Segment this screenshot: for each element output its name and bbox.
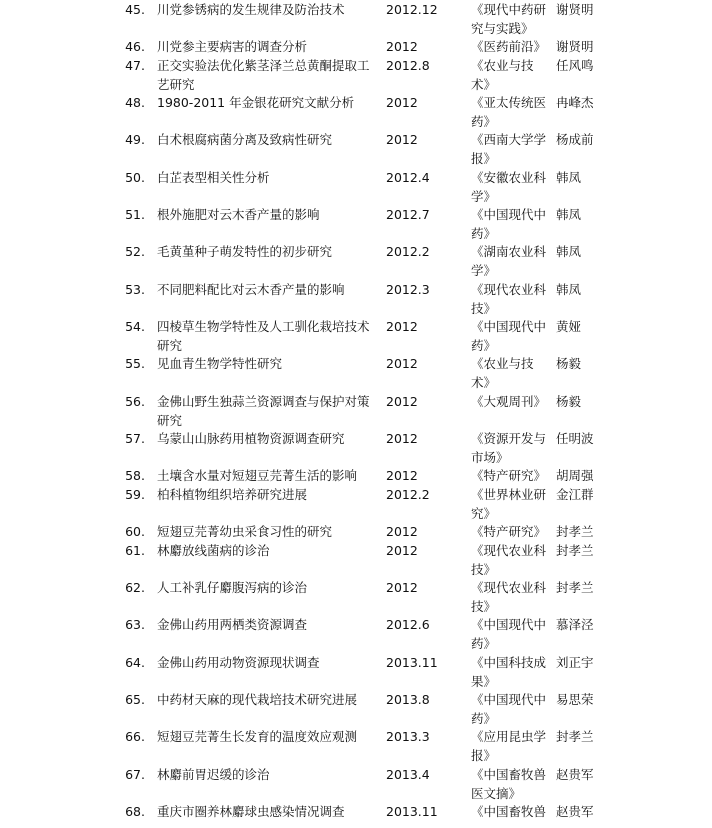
paper-title: 金佛山药用动物资源现状调查: [157, 655, 320, 670]
publish-date: 2012.3: [386, 282, 430, 297]
author-name: 黄娅: [556, 319, 582, 334]
row-number: 45.: [125, 2, 145, 17]
publish-date: 2012: [386, 39, 418, 54]
row-number: 64.: [125, 655, 145, 670]
publish-date: 2013.11: [386, 804, 438, 819]
paper-title: 见血青生物学特性研究: [157, 356, 283, 371]
row-number: 52.: [125, 244, 145, 259]
publish-date: 2013.11: [386, 655, 438, 670]
journal-name: 《医药前沿》: [471, 39, 547, 54]
paper-title: 白芷表型相关性分析: [157, 170, 270, 185]
row-number: 46.: [125, 39, 145, 54]
paper-title: 人工补乳仔麝腹泻病的诊治: [157, 580, 308, 595]
paper-title: 金佛山药用两栖类资源调查: [157, 617, 308, 632]
publish-date: 2012.12: [386, 2, 438, 17]
author-name: 杨成前: [556, 132, 594, 147]
publish-date: 2012.6: [386, 617, 430, 632]
publish-date: 2013.3: [386, 729, 430, 744]
journal-name: 《特产研究》: [471, 524, 547, 539]
paper-title: 乌蒙山山脉药用植物资源调查研究: [157, 431, 345, 446]
journal-name: 《中国现代中药》: [471, 319, 547, 353]
publish-date: 2012: [386, 319, 418, 334]
journal-name: 《中国畜牧兽: [471, 804, 547, 819]
author-name: 冉峰杰: [556, 95, 594, 110]
journal-name: 《特产研究》: [471, 468, 547, 483]
publish-date: 2012: [386, 431, 418, 446]
row-number: 51.: [125, 207, 145, 222]
journal-name: 《亚太传统医药》: [471, 95, 547, 129]
journal-name: 《中国科技成果》: [471, 655, 547, 689]
journal-name: 《现代农业科技》: [471, 543, 547, 577]
journal-name: 《农业与技术》: [471, 356, 534, 390]
paper-title: 根外施肥对云木香产量的影响: [157, 207, 320, 222]
journal-name: 《现代农业科技》: [471, 580, 547, 614]
author-name: 韩凤: [556, 170, 582, 185]
author-name: 韩凤: [556, 244, 582, 259]
journal-name: 《安徽农业科学》: [471, 170, 547, 204]
row-number: 60.: [125, 524, 145, 539]
publish-date: 2013.8: [386, 692, 430, 707]
author-name: 韩凤: [556, 282, 582, 297]
row-number: 61.: [125, 543, 145, 558]
paper-title: 四棱草生物学特性及人工驯化栽培技术研究: [157, 319, 370, 353]
journal-name: 《中国现代中药》: [471, 692, 547, 726]
publish-date: 2012: [386, 356, 418, 371]
paper-title: 短翅豆芫菁幼虫采食习性的研究: [157, 524, 333, 539]
author-name: 封孝兰: [556, 729, 594, 744]
row-number: 55.: [125, 356, 145, 371]
paper-title: 短翅豆芫菁生长发育的温度效应观测: [157, 729, 358, 744]
publish-date: 2012.4: [386, 170, 430, 185]
author-name: 谢贤明: [556, 39, 594, 54]
publish-date: 2012.8: [386, 58, 430, 73]
publish-date: 2012: [386, 524, 418, 539]
author-name: 任明波: [556, 431, 594, 446]
author-name: 任风鸣: [556, 58, 594, 73]
row-number: 67.: [125, 767, 145, 782]
author-name: 易思荣: [556, 692, 594, 707]
paper-title: 林麝前胃迟缓的诊治: [157, 767, 270, 782]
journal-name: 《世界林业研究》: [471, 487, 547, 521]
publish-date: 2012: [386, 468, 418, 483]
author-name: 封孝兰: [556, 543, 594, 558]
publish-date: 2013.4: [386, 767, 430, 782]
journal-name: 《大观周刊》: [471, 394, 547, 409]
journal-name: 《中国畜牧兽医文摘》: [471, 767, 547, 801]
row-number: 63.: [125, 617, 145, 632]
author-name: 慕泽泾: [556, 617, 594, 632]
row-number: 56.: [125, 394, 145, 409]
row-number: 65.: [125, 692, 145, 707]
author-name: 赵贵军: [556, 767, 594, 782]
publish-date: 2012: [386, 394, 418, 409]
author-name: 赵贵军: [556, 804, 594, 819]
paper-title: 1980-2011 年金银花研究文献分析: [157, 95, 355, 110]
row-number: 68.: [125, 804, 145, 819]
publish-date: 2012.2: [386, 244, 430, 259]
paper-title: 川党参锈病的发生规律及防治技术: [157, 2, 345, 17]
paper-title: 不同肥料配比对云木香产量的影响: [157, 282, 345, 297]
author-name: 杨毅: [556, 394, 582, 409]
paper-title: 正交实验法优化紫茎泽兰总黄酮提取工艺研究: [157, 58, 370, 92]
paper-title: 白术根腐病菌分离及致病性研究: [157, 132, 333, 147]
paper-title: 土壤含水量对短翅豆芫菁生活的影响: [157, 468, 358, 483]
author-name: 谢贤明: [556, 2, 594, 17]
author-name: 封孝兰: [556, 524, 594, 539]
publish-date: 2012: [386, 132, 418, 147]
paper-title: 金佛山野生独蒜兰资源调查与保护对策研究: [157, 394, 370, 428]
row-number: 58.: [125, 468, 145, 483]
row-number: 66.: [125, 729, 145, 744]
journal-name: 《中国现代中药》: [471, 207, 547, 241]
journal-name: 《中国现代中药》: [471, 617, 547, 651]
paper-title: 毛黄堇种子萌发特性的初步研究: [157, 244, 333, 259]
row-number: 54.: [125, 319, 145, 334]
author-name: 胡周强: [556, 468, 594, 483]
journal-name: 《湖南农业科学》: [471, 244, 547, 278]
paper-title: 川党参主要病害的调查分析: [157, 39, 308, 54]
publish-date: 2012: [386, 580, 418, 595]
paper-title: 柏科植物组织培养研究进展: [157, 487, 308, 502]
row-number: 50.: [125, 170, 145, 185]
author-name: 刘正宇: [556, 655, 594, 670]
row-number: 62.: [125, 580, 145, 595]
publish-date: 2012.7: [386, 207, 430, 222]
author-name: 韩凤: [556, 207, 582, 222]
publish-date: 2012: [386, 543, 418, 558]
publish-date: 2012.2: [386, 487, 430, 502]
paper-title: 重庆市圈养林麝球虫感染情况调查: [157, 804, 345, 819]
journal-name: 《现代中药研究与实践》: [471, 2, 547, 36]
journal-name: 《资源开发与市场》: [471, 431, 547, 465]
row-number: 48.: [125, 95, 145, 110]
author-name: 封孝兰: [556, 580, 594, 595]
paper-title: 林麝放线菌病的诊治: [157, 543, 270, 558]
row-number: 57.: [125, 431, 145, 446]
row-number: 49.: [125, 132, 145, 147]
publish-date: 2012: [386, 95, 418, 110]
paper-title: 中药材天麻的现代栽培技术研究进展: [157, 692, 358, 707]
author-name: 金江群: [556, 487, 594, 502]
journal-name: 《西南大学学报》: [471, 132, 547, 166]
row-number: 47.: [125, 58, 145, 73]
row-number: 59.: [125, 487, 145, 502]
author-name: 杨毅: [556, 356, 582, 371]
journal-name: 《应用昆虫学报》: [471, 729, 547, 763]
row-number: 53.: [125, 282, 145, 297]
journal-name: 《农业与技术》: [471, 58, 534, 92]
journal-name: 《现代农业科技》: [471, 282, 547, 316]
